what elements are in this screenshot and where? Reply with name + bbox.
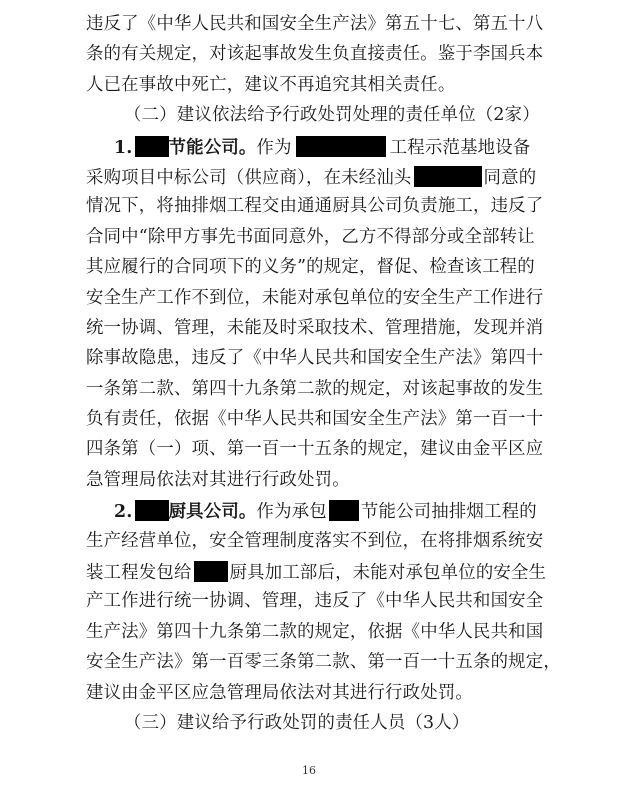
item-number: 1. bbox=[114, 138, 133, 158]
text-line: 统一协调、管理，未能及时采取技术、管理措施，发现并消 bbox=[86, 318, 544, 338]
redaction-block bbox=[135, 136, 169, 157]
text-line: 建议由金平区应急管理局依法对其进行行政处罚。 bbox=[86, 683, 473, 703]
text-segment: 同意的 bbox=[483, 168, 537, 188]
text-line: 人已在事故中死亡，建议不再追究其相关责任。 bbox=[86, 75, 456, 95]
item-2-line-1 bbox=[114, 500, 537, 522]
text-line: 安全生产工作不到位，未能对承包单位的安全生产工作进行 bbox=[86, 288, 544, 308]
text-line: 条的有关规定，对该起事故发生负直接责任。鉴于李国兵本 bbox=[86, 44, 544, 64]
redaction-block bbox=[194, 561, 228, 582]
section-heading: （二）建议依法给予行政处罚处理的责任单位（2家） bbox=[124, 105, 540, 125]
page-number: 16 bbox=[302, 764, 316, 777]
text-line: 安全生产法》第一百零三条第二款、第一百一十五条的规定， bbox=[86, 652, 561, 672]
text-line: 负有责任，依据《中华人民共和国安全生产法》第一百一十 bbox=[86, 409, 544, 429]
text-line: 其应履行的合同项下的义务”的规定，督促、检查该工程的 bbox=[86, 257, 535, 277]
redaction-block bbox=[296, 136, 386, 157]
text-segment: 作为承包 bbox=[256, 502, 327, 522]
text-line: 违反了《中华人民共和国安全生产法》第五十七、第五十八 bbox=[86, 14, 544, 34]
company-name: 节能公司。 bbox=[168, 138, 257, 158]
text-segment: 采购项目中标公司（供应商），在未经汕头 bbox=[86, 168, 412, 188]
text-segment: 装工程发包给 bbox=[86, 563, 192, 583]
section-heading: （三）建议给予行政处罚的责任人员（3人） bbox=[124, 713, 470, 733]
redaction-block bbox=[135, 500, 169, 521]
text-segment: 厨具加工部后，未能对承包单位的安全生 bbox=[229, 563, 547, 583]
company-name: 厨具公司。 bbox=[168, 502, 257, 522]
text-line: 一条第二款、第四十九条第二款的规定，对该起事故的发生 bbox=[86, 379, 544, 399]
text-segment: 节能公司抽排烟工程的 bbox=[360, 502, 537, 522]
text-line: 除事故隐患，违反了《中华人民共和国安全生产法》第四十 bbox=[86, 348, 544, 368]
redaction-block bbox=[329, 500, 359, 521]
text-line: 情况下，将抽排烟工程交由通通厨具公司负责施工，违反了 bbox=[86, 196, 544, 216]
text-line: 合同中“除甲方事先书面同意外，乙方不得部分或全部转让 bbox=[86, 227, 535, 247]
text-segment: 工程示范基地设备 bbox=[389, 138, 531, 158]
text-segment: 作为 bbox=[256, 138, 292, 158]
text-line: 急管理局依法对其进行行政处罚。 bbox=[86, 470, 350, 490]
text-line: 生产经营单位，安全管理制度落实不到位，在将排烟系统安 bbox=[86, 531, 544, 551]
item-number: 2. bbox=[114, 502, 133, 522]
text-line: 生产法》第四十九条第二款的规定，依据《中华人民共和国 bbox=[86, 622, 544, 642]
item-1-line-2 bbox=[86, 166, 536, 188]
text-line: 四条第（一）项、第一百一十五条的规定，建议由金平区应 bbox=[86, 439, 544, 459]
item-2-line-3 bbox=[86, 561, 546, 583]
text-line: 产工作进行统一协调、管理，违反了《中华人民共和国安全 bbox=[86, 591, 544, 611]
item-1-line-1 bbox=[114, 136, 530, 158]
redaction-block bbox=[414, 166, 482, 187]
